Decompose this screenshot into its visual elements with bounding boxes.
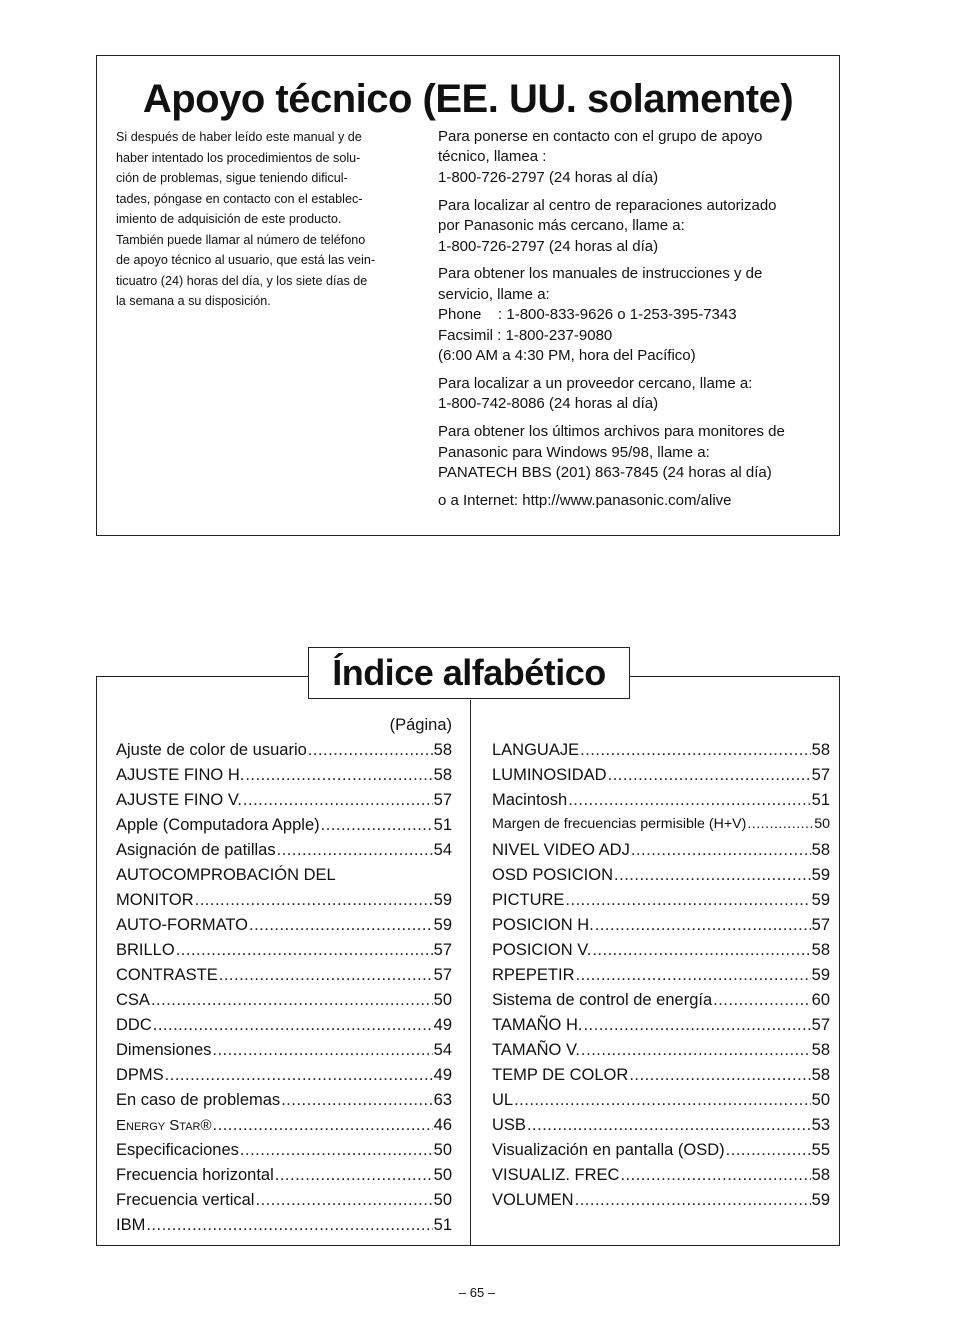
- index-leader-dots: [713, 991, 811, 1010]
- index-term: Macintosh: [492, 791, 568, 809]
- index-page: 58: [811, 741, 830, 759]
- index-page: 58: [433, 766, 452, 784]
- index-term: POSICION V.: [492, 941, 592, 959]
- index-term: Sistema de control de energía: [492, 991, 713, 1009]
- index-term: TEMP DE COLOR: [492, 1066, 629, 1084]
- support-intro: [116, 127, 414, 312]
- pagina-label: (Página): [389, 716, 452, 734]
- contact-line: por Panasonic más cercano, llame a:: [438, 217, 685, 235]
- index-page: 49: [433, 1066, 452, 1084]
- index-term: VISUALIZ. FREC: [492, 1166, 620, 1184]
- index-entry: [116, 1041, 452, 1066]
- index-title-frame: [308, 647, 630, 699]
- index-page: 50: [433, 1166, 452, 1184]
- index-entry: [492, 1016, 830, 1041]
- intro-line: de apoyo técnico al usuario, que está las vein-: [116, 253, 376, 267]
- index-entry: [492, 1041, 830, 1066]
- index-entry: [116, 891, 452, 916]
- index-entry: [492, 841, 830, 866]
- index-term: LANGUAJE: [492, 741, 580, 759]
- index-leader-dots: [165, 1066, 433, 1085]
- index-page: 54: [433, 841, 452, 859]
- index-leader-dots: [243, 791, 433, 810]
- index-page: 49: [433, 1016, 452, 1034]
- index-leader-dots: [631, 841, 811, 860]
- index-title: Índice alfabético: [332, 652, 606, 693]
- index-term: CONTRASTE: [116, 966, 218, 984]
- index-entry: [116, 1116, 452, 1141]
- index-term: TAMAÑO V.: [492, 1041, 581, 1059]
- contact-line: 1-800-726-2797 (24 horas al día): [438, 168, 659, 186]
- index-column-right: [492, 741, 830, 1216]
- index-term: Frecuencia vertical: [116, 1191, 255, 1209]
- index-leader-dots: [281, 1091, 432, 1110]
- index-page: 51: [433, 816, 452, 834]
- index-page: 57: [433, 791, 452, 809]
- index-leader-dots: [595, 916, 811, 935]
- page-number: – 65 –: [458, 1285, 496, 1300]
- index-leader-dots: [151, 991, 433, 1010]
- index-page: 46: [433, 1116, 452, 1134]
- index-leader-dots: [277, 841, 433, 860]
- index-page: 59: [811, 966, 830, 984]
- index-page: 59: [811, 1191, 830, 1209]
- intro-line: imiento de adquisición de este producto.: [116, 212, 342, 226]
- index-leader-dots: [726, 1141, 811, 1160]
- index-term: OSD POSICION: [492, 866, 614, 884]
- index-leader-dots: [195, 891, 433, 910]
- index-page: 58: [811, 941, 830, 959]
- index-leader-dots: [255, 1191, 432, 1210]
- index-page: 59: [811, 866, 830, 884]
- index-page: 58: [811, 1041, 830, 1059]
- index-term: Especificaciones: [116, 1141, 239, 1159]
- intro-line: la semana a su disposición.: [116, 294, 271, 308]
- contact-line: Para localizar a un proveedor cercano, llame a:: [438, 374, 753, 392]
- index-page: 50: [433, 1141, 452, 1159]
- contact-line: Panasonic para Windows 95/98, llame a:: [438, 443, 710, 461]
- index-term: DDC: [116, 1016, 152, 1034]
- index-leader-dots: [565, 891, 810, 910]
- index-term: NIVEL VIDEO ADJ: [492, 841, 630, 859]
- index-term: Apple (Computadora Apple): [116, 816, 320, 834]
- intro-line: ticuatro (24) horas del día, y los siete días de: [116, 273, 368, 288]
- index-page: 57: [433, 966, 452, 984]
- index-term: RPEPETIR: [492, 966, 575, 984]
- index-term: USB: [492, 1116, 526, 1134]
- index-page: 59: [433, 916, 452, 934]
- index-page: 57: [811, 916, 830, 934]
- index-entry: [492, 941, 830, 966]
- index-term: MONITOR: [116, 891, 194, 909]
- index-leader-dots: [576, 966, 811, 985]
- column-divider: [470, 700, 471, 1246]
- index-term: Asignación de patillas: [116, 841, 276, 859]
- index-leader-dots: [245, 766, 432, 785]
- index-page: 54: [433, 1041, 452, 1059]
- index-term: DPMS: [116, 1066, 164, 1084]
- index-page: 59: [433, 891, 452, 909]
- index-page: 50: [433, 991, 452, 1009]
- index-entry: [116, 866, 452, 891]
- contact-line: servicio, llame a:: [438, 285, 550, 303]
- index-leader-dots: [514, 1091, 811, 1110]
- index-entry: [116, 1166, 452, 1191]
- index-entry: [116, 816, 452, 841]
- index-leader-dots: [583, 1016, 810, 1035]
- index-page: 51: [811, 791, 830, 809]
- index-term: Visualización en pantalla (OSD): [492, 1141, 725, 1159]
- index-entry: [492, 891, 830, 916]
- contact-manuals: [438, 264, 838, 366]
- index-leader-dots: [581, 1041, 811, 1060]
- index-leader-dots: [212, 1041, 432, 1060]
- index-leader-dots: [614, 866, 811, 885]
- index-entry: [116, 1091, 452, 1116]
- contact-bbs: [438, 422, 838, 483]
- index-entry: [492, 766, 830, 791]
- index-page: 59: [811, 891, 830, 909]
- index-page: 58: [811, 1166, 830, 1184]
- index-leader-dots: [592, 941, 810, 960]
- index-leader-dots: [527, 1116, 811, 1135]
- index-page: 57: [811, 1016, 830, 1034]
- intro-line: También puede llamar al número de teléfono: [116, 232, 366, 247]
- index-leader-dots: [249, 916, 433, 935]
- index-entry: [492, 741, 830, 766]
- intro-line: haber intentado los procedimientos de solu-: [116, 150, 361, 165]
- contact-line: 1-800-726-2797 (24 horas al día): [438, 237, 659, 255]
- index-term: CSA: [116, 991, 150, 1009]
- index-leader-dots: [629, 1066, 810, 1085]
- index-page: 50: [433, 1191, 452, 1209]
- index-leader-dots: [213, 1116, 433, 1135]
- index-entry: [116, 791, 452, 816]
- index-term: PICTURE: [492, 891, 565, 909]
- index-column-left: [116, 741, 452, 1241]
- index-entry: [116, 916, 452, 941]
- index-entry: [116, 1191, 452, 1216]
- contact-line: Phone : 1-800-833-9626 o 1-253-395-7343: [438, 306, 737, 324]
- index-entry: [116, 941, 452, 966]
- index-page: 58: [811, 1066, 830, 1084]
- index-term: UL: [492, 1091, 514, 1109]
- index-leader-dots: [146, 1216, 432, 1235]
- index-entry: [492, 866, 830, 891]
- index-entry: [116, 741, 452, 766]
- index-term: Margen de frecuencias permisible (H+V): [492, 816, 747, 832]
- index-page: 63: [433, 1091, 452, 1109]
- index-page: 60: [811, 991, 830, 1009]
- index-entry: [492, 1166, 830, 1191]
- index-leader-dots: [176, 941, 433, 960]
- index-leader-dots: [219, 966, 433, 985]
- index-leader-dots: [153, 1016, 433, 1035]
- index-entry: [116, 841, 452, 866]
- index-leader-dots: [580, 741, 811, 760]
- index-term: POSICION H.: [492, 916, 594, 934]
- contact-line: Facsimil : 1-800-237-9080: [438, 326, 613, 344]
- contact-line: PANATECH BBS (201) 863-7845 (24 horas al día): [438, 464, 772, 482]
- index-page: 55: [811, 1141, 830, 1159]
- support-contacts: [438, 127, 838, 519]
- index-entry: [492, 916, 830, 941]
- index-leader-dots: [747, 816, 813, 832]
- index-term: Ajuste de color de usuario: [116, 741, 307, 759]
- support-section: [96, 55, 840, 536]
- index-entry: [492, 1066, 830, 1091]
- index-entry: [492, 816, 830, 841]
- index-term: Energy Star®: [116, 1117, 212, 1134]
- index-entry: [492, 1091, 830, 1116]
- index-entry: [492, 1116, 830, 1141]
- index-entry: [116, 991, 452, 1016]
- index-entry: [116, 1216, 452, 1241]
- index-term: LUMINOSIDAD: [492, 766, 607, 784]
- contact-line: 1-800-742-8086 (24 horas al día): [438, 395, 659, 413]
- index-page: 50: [811, 1091, 830, 1109]
- index-term: AJUSTE FINO V.: [116, 791, 242, 809]
- index-term: TAMAÑO H.: [492, 1016, 583, 1034]
- index-entry: [116, 1066, 452, 1091]
- contact-tech-support: [438, 127, 838, 188]
- contact-internet: [438, 491, 838, 511]
- contact-line: Para obtener los últimos archivos para monitores de: [438, 423, 785, 441]
- contact-line: Para localizar al centro de reparaciones autorizado: [438, 196, 777, 214]
- index-leader-dots: [620, 1166, 810, 1185]
- index-term: Frecuencia horizontal: [116, 1166, 274, 1184]
- index-term: AUTO-FORMATO: [116, 916, 248, 934]
- intro-line: Si después de haber leído este manual y de: [116, 130, 362, 144]
- index-entry: [492, 1191, 830, 1216]
- index-leader-dots: [575, 1191, 811, 1210]
- contact-line: técnico, llamea :: [438, 148, 547, 166]
- index-page: 57: [433, 941, 452, 959]
- index-page: 51: [433, 1216, 452, 1234]
- index-page: 57: [811, 766, 830, 784]
- index-term: AJUSTE FINO H.: [116, 766, 245, 784]
- index-entry: [116, 1141, 452, 1166]
- index-page: 53: [811, 1116, 830, 1134]
- contact-repair-center: [438, 196, 838, 257]
- index-entry: [492, 966, 830, 991]
- index-term: IBM: [116, 1216, 146, 1234]
- contact-line: Para ponerse en contacto con el grupo de apoyo: [438, 128, 763, 145]
- index-page: 50: [814, 816, 830, 832]
- index-leader-dots: [321, 816, 433, 835]
- index-entry: [492, 1141, 830, 1166]
- intro-line: tades, póngase en contacto con el establec-: [116, 191, 363, 206]
- index-entry: [116, 966, 452, 991]
- index-page: 58: [433, 741, 452, 759]
- index-leader-dots: [568, 791, 810, 810]
- index-term: AUTOCOMPROBACIÓN DEL: [116, 866, 336, 884]
- contact-line: (6:00 AM a 4:30 PM, hora del Pacífico): [438, 347, 696, 365]
- contact-line: Para obtener los manuales de instrucciones y de: [438, 265, 763, 283]
- index-leader-dots: [240, 1141, 433, 1160]
- index-term: VOLUMEN: [492, 1191, 574, 1209]
- index-page: 58: [811, 841, 830, 859]
- index-term: BRILLO: [116, 941, 175, 959]
- intro-line: ción de problemas, sigue teniendo dificul-: [116, 171, 348, 185]
- index-leader-dots: [275, 1166, 433, 1185]
- contact-dealer: [438, 374, 838, 415]
- index-leader-dots: [308, 741, 433, 760]
- contact-internet-line: o a Internet: http://www.panasonic.com/alive: [438, 492, 732, 509]
- index-entry: [492, 791, 830, 816]
- index-term: En caso de problemas: [116, 1091, 281, 1109]
- support-title: Apoyo técnico (EE. UU. solamente): [142, 77, 794, 121]
- index-entry: [116, 766, 452, 791]
- index-term: Dimensiones: [116, 1041, 212, 1059]
- index-entry: [492, 991, 830, 1016]
- index-leader-dots: [608, 766, 811, 785]
- index-entry: [116, 1016, 452, 1041]
